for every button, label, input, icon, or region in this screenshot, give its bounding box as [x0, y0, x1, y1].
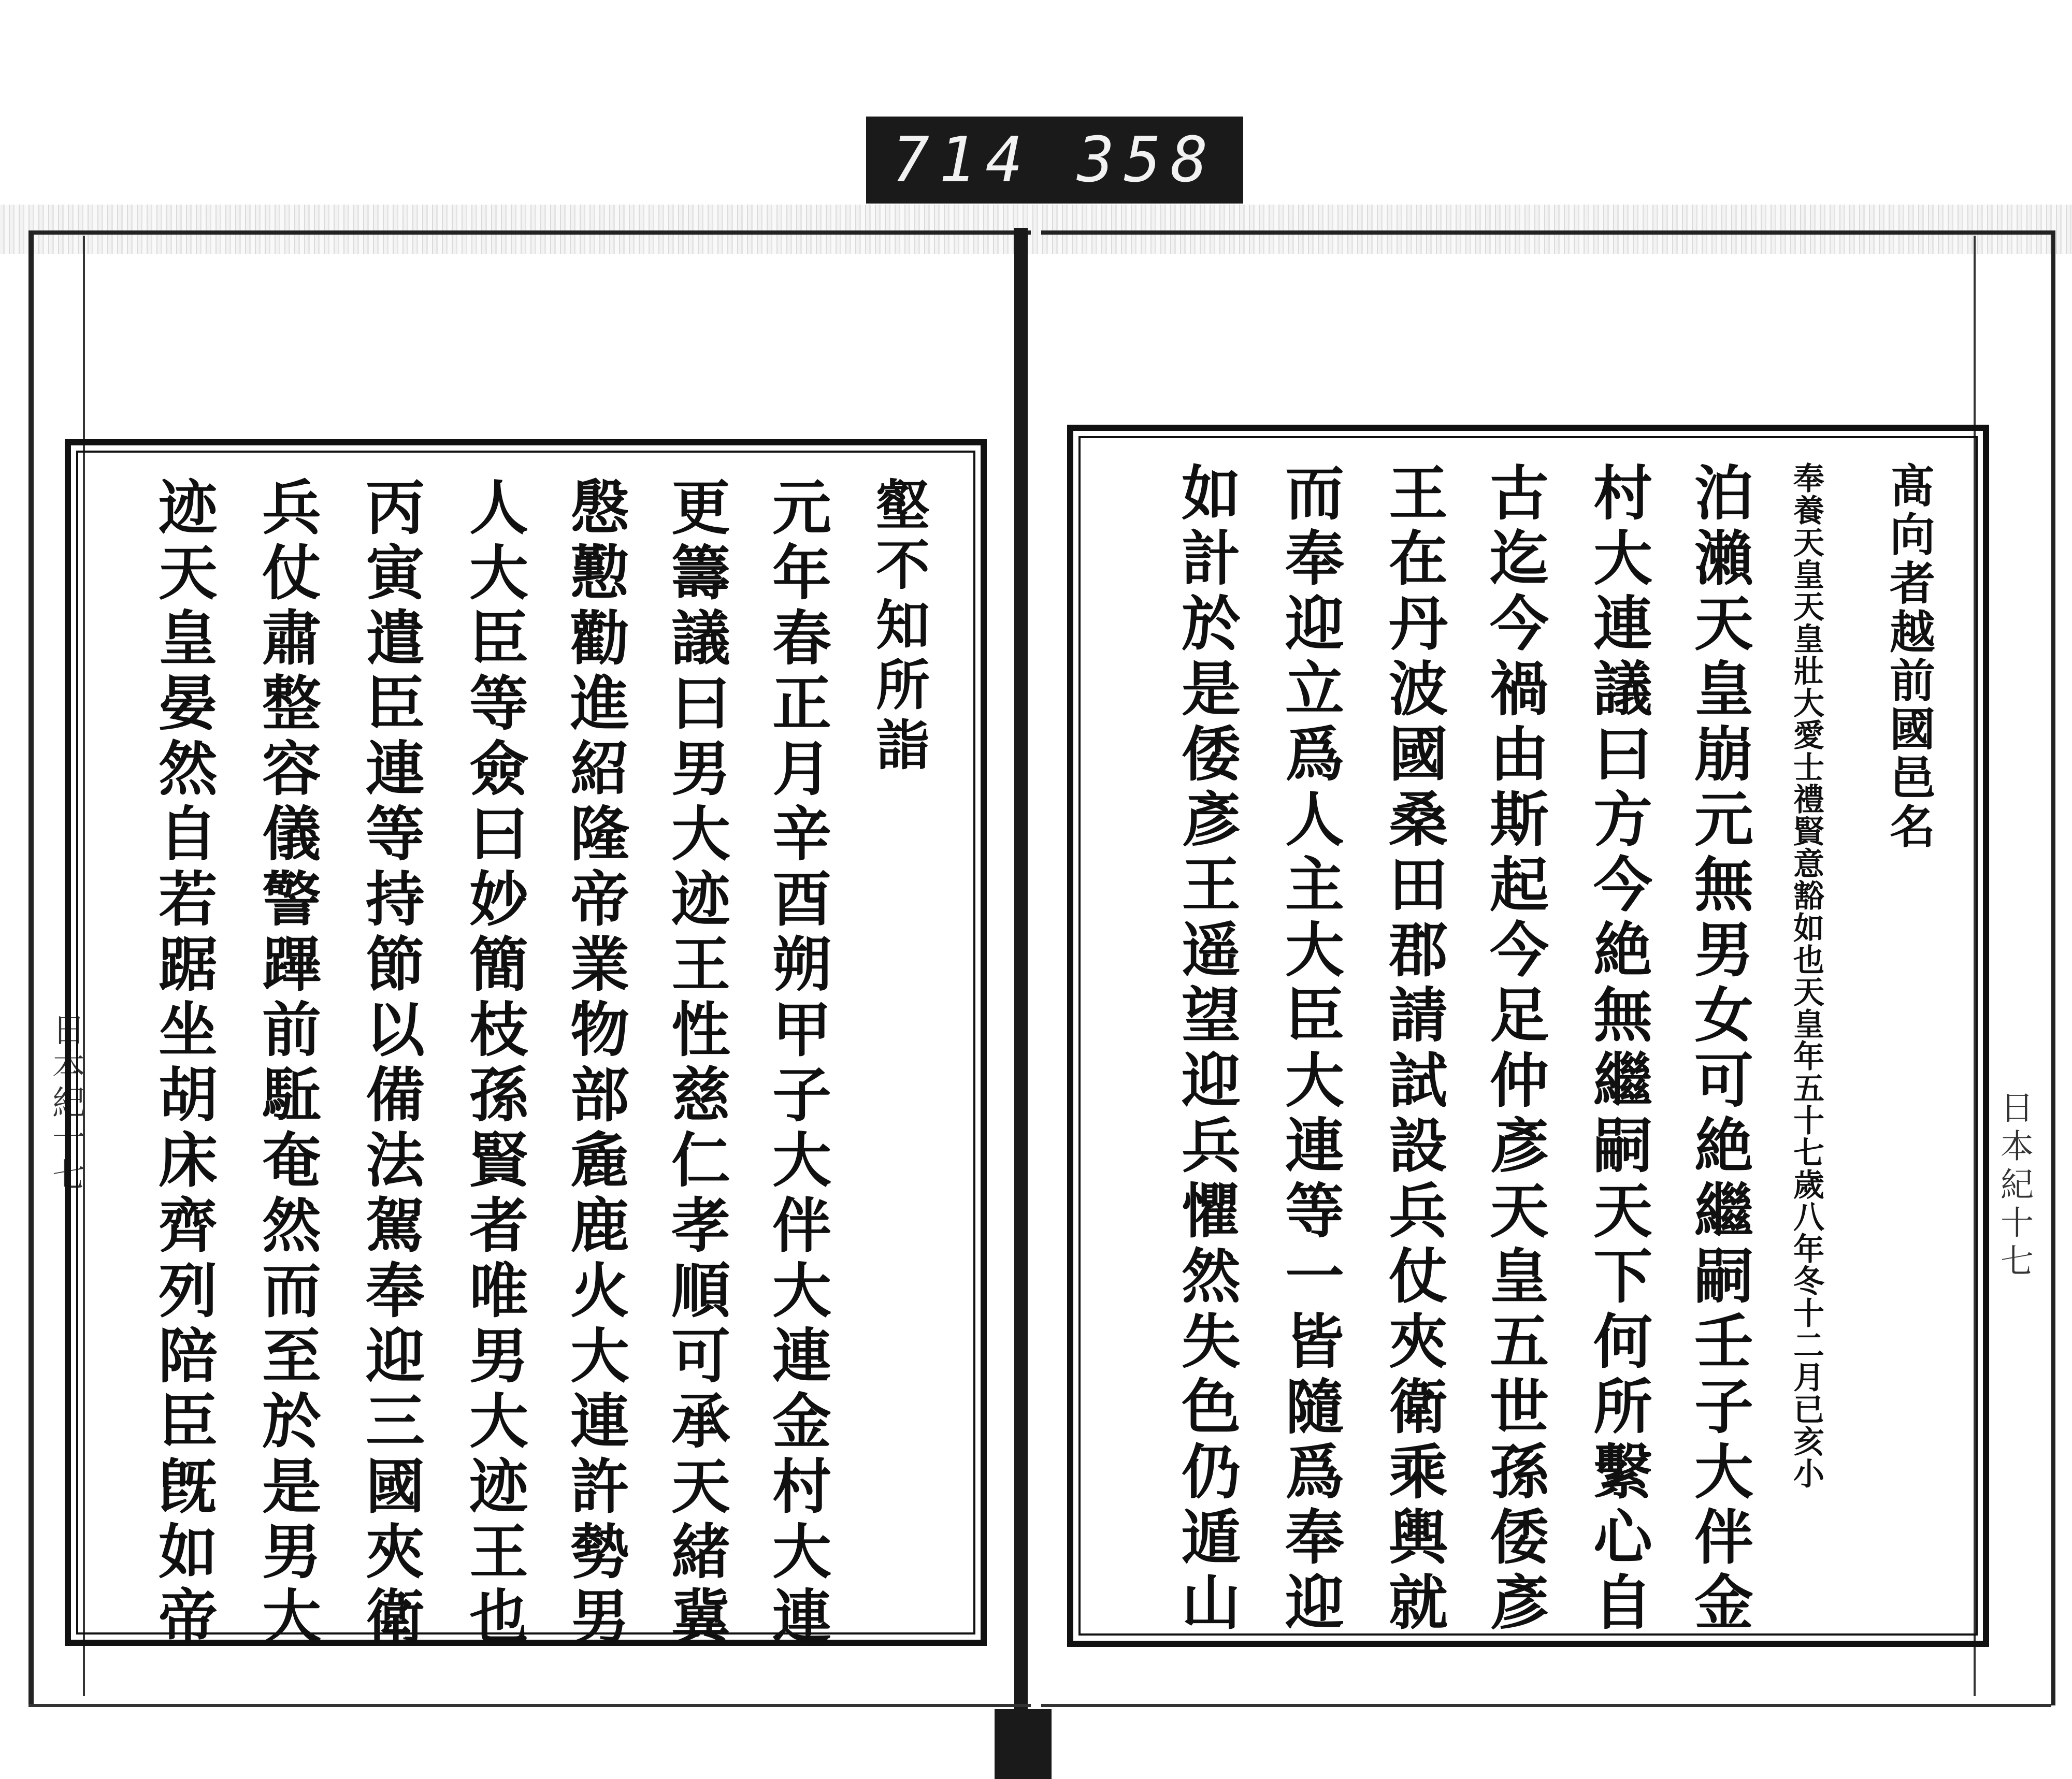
left-page-frame — [65, 439, 987, 1651]
text-column: 王在丹波國桑田郡請試設兵仗夾衛乘輿就 — [1379, 462, 1448, 1637]
text-column: 迹天皇晏然自若踞坐胡床齊列陪臣旣如帝 — [149, 476, 218, 1651]
text-column: 慇懃勸進紹隆帝業物部麁鹿火大連許勢男 — [560, 476, 630, 1651]
text-column: 丙寅遣臣連等持節以備法駕奉迎三國夾衛 — [356, 476, 425, 1651]
film-label — [866, 117, 1243, 204]
text-column: 更籌議曰男大迹王性慈仁孝順可承天緒冀 — [661, 476, 731, 1651]
text-column: 壑不知所詣 — [867, 476, 930, 777]
text-column: 兵仗肅整容儀警蹕前駈奄然而至於是男大 — [252, 476, 322, 1651]
text-column: 奉養天皇天皇壯大愛士禮賢意豁如也天皇年五十七歲八年冬十二月已亥小 — [1788, 462, 1824, 1489]
text-column: 髙向者越前國邑名 — [1882, 462, 1936, 851]
right-bottom-edge — [1041, 1704, 2051, 1707]
book-spine — [1014, 228, 1028, 1719]
text-column: 元年春正月辛酉朔甲子大伴大連金村大連 — [762, 476, 832, 1651]
left-bottom-edge — [28, 1704, 1031, 1707]
left-edge-title: 日本紀十七 — [47, 1013, 85, 1194]
text-column: 如計於是倭彥王遥望迎兵懼然失色仍遁山 — [1172, 462, 1241, 1637]
film-code-right: 358 — [1077, 124, 1217, 196]
spine-block — [995, 1709, 1052, 1779]
text-column: 人大臣等僉曰妙簡枝孫賢者唯男大迹王也 — [459, 476, 529, 1651]
right-edge-title: 日本紀十七 — [1995, 1090, 2033, 1282]
text-column: 泊瀨天皇崩元無男女可絶繼嗣壬子大伴金 — [1685, 462, 1754, 1637]
text-column: 古迄今禍由斯起今足仲彥天皇五世孫倭彥 — [1480, 462, 1549, 1637]
text-column: 而奉迎立爲人主大臣大連等一皆隨爲奉迎 — [1275, 462, 1345, 1637]
text-column: 村大連議曰方今絶無繼嗣天下何所繫心自 — [1584, 462, 1653, 1637]
right-page-frame — [1067, 425, 1989, 1647]
film-code-left: 714 — [892, 124, 1032, 196]
